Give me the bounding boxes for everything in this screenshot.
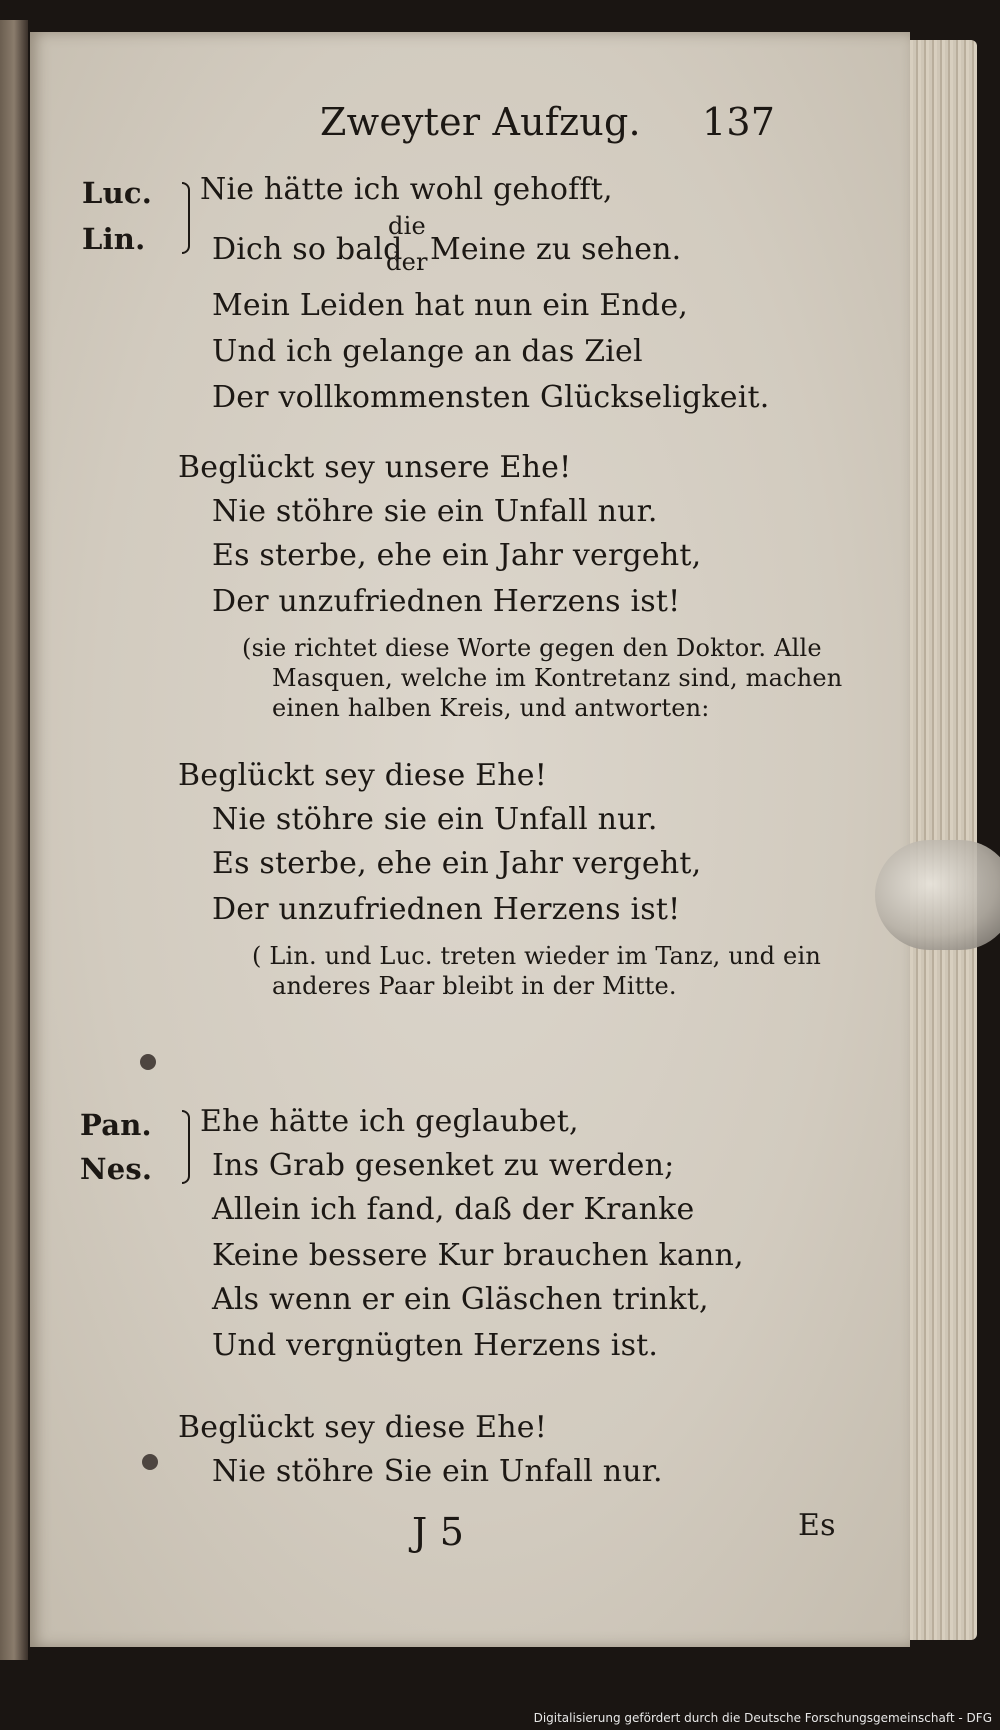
alternate-word-upper: die	[388, 212, 426, 240]
catchword: Es	[798, 1508, 836, 1543]
verse-line: Dich so bald	[212, 232, 403, 267]
speaker-label: Pan.	[80, 1108, 152, 1142]
speaker-label: Lin.	[82, 222, 146, 256]
verse-line: Der unzufriednen Herzens ist!	[212, 892, 681, 927]
verse-line: Beglückt sey unsere Ehe!	[178, 450, 572, 485]
verse-line: Keine bessere Kur brauchen kann,	[212, 1238, 744, 1273]
alternate-word-lower: der	[386, 248, 428, 276]
ink-spot	[142, 1454, 158, 1470]
stage-direction-line: (sie richtet diese Worte gegen den Doktor. Alle	[242, 634, 822, 662]
digitization-credit: Digitalisierung gefördert durch die Deutsche Forschungsgemeinschaft - DFG	[533, 1711, 992, 1725]
verse-line: Ehe hätte ich geglaubet,	[200, 1104, 579, 1139]
verse-line: Ins Grab gesenket zu werden;	[212, 1148, 675, 1183]
stage-direction-line: ( Lin. und Luc. treten wieder im Tanz, und ein	[252, 942, 821, 970]
verse-line: Beglückt sey diese Ehe!	[178, 758, 547, 793]
thumb-holding-page	[875, 840, 1000, 950]
ink-spot	[140, 1054, 156, 1070]
verse-line: Beglückt sey diese Ehe!	[178, 1410, 547, 1445]
verse-line: Mein Leiden hat nun ein Ende,	[212, 288, 689, 323]
stage-direction-line: einen halben Kreis, und antworten:	[272, 694, 710, 722]
signature-mark: J 5	[412, 1510, 465, 1554]
speaker-label: Nes.	[80, 1152, 153, 1186]
verse-line: Nie stöhre sie ein Unfall nur.	[212, 494, 658, 529]
verse-line: Nie stöhre sie ein Unfall nur.	[212, 802, 658, 837]
running-title: Zweyter Aufzug.	[320, 100, 641, 144]
verse-line: Meine zu sehen.	[430, 232, 682, 267]
verse-line: Der unzufriednen Herzens ist!	[212, 584, 681, 619]
previous-page-edge	[0, 20, 28, 1660]
verse-line: Und vergnügten Herzens ist.	[212, 1328, 659, 1363]
verse-line: Nie hätte ich wohl gehofft,	[200, 172, 613, 207]
stage-direction-line: anderes Paar bleibt in der Mitte.	[272, 972, 677, 1000]
speaker-label: Luc.	[82, 176, 153, 210]
verse-line: Der vollkommensten Glückseligkeit.	[212, 380, 770, 415]
speaker-brace	[182, 182, 190, 254]
speaker-brace	[182, 1110, 190, 1184]
book-page	[30, 32, 910, 1647]
page-number: 137	[702, 100, 776, 144]
verse-line: Es sterbe, ehe ein Jahr vergeht,	[212, 846, 702, 881]
verse-line: Nie stöhre Sie ein Unfall nur.	[212, 1454, 663, 1489]
verse-line: Und ich gelange an das Ziel	[212, 334, 643, 369]
verse-line: Als wenn er ein Gläschen trinkt,	[212, 1282, 709, 1317]
stage-direction-line: Masquen, welche im Kontretanz sind, machen	[272, 664, 843, 692]
verse-line: Allein ich fand, daß der Kranke	[212, 1192, 695, 1227]
verse-line: Es sterbe, ehe ein Jahr vergeht,	[212, 538, 702, 573]
